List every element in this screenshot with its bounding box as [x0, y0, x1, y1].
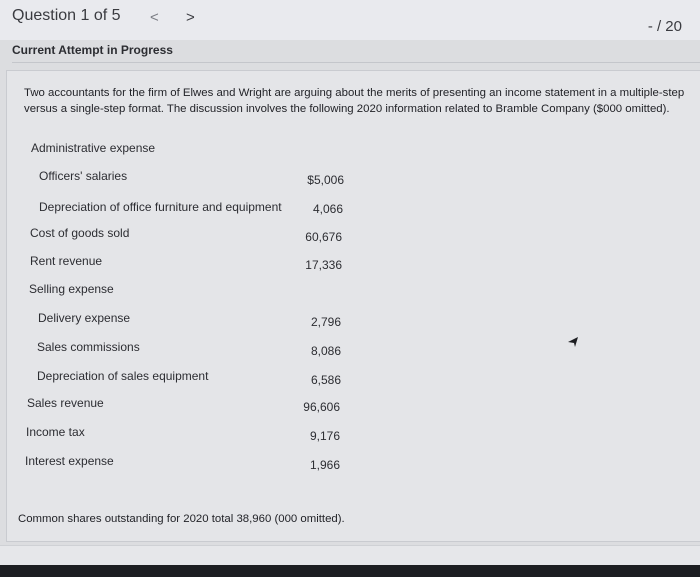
problem-intro	[24, 85, 700, 117]
item-value: 17,336	[305, 258, 342, 272]
item-value: 9,176	[309, 429, 340, 443]
question-counter: Question 1 of 5	[12, 7, 121, 24]
item-value: 4,066	[312, 202, 343, 216]
previous-question-button[interactable]: <	[150, 9, 159, 26]
item-value: 96,606	[303, 400, 340, 414]
shares-note: Common shares outstanding for 2020 total 38,960 (000 omitted).	[18, 513, 345, 525]
item-label: Sales commissions	[37, 340, 140, 354]
item-label: Delivery expense	[38, 311, 131, 325]
item-value: 2,796	[310, 315, 341, 329]
screen-bezel	[0, 565, 700, 577]
item-value: 60,676	[305, 230, 342, 244]
item-label: Sales revenue	[27, 396, 104, 410]
question-header	[0, 0, 700, 40]
item-label: Depreciation of sales equipment	[37, 369, 209, 383]
attempt-status: Current Attempt in Progress	[12, 43, 173, 57]
item-label: Depreciation of office furniture and equipment	[39, 200, 282, 214]
item-label: Cost of goods sold	[30, 226, 130, 240]
intro-line-1: Two accountants for the firm of Elwes and Wright are arguing about the merits of presenting an income statement in a multiple-step	[24, 87, 685, 99]
item-label: Rent revenue	[30, 254, 103, 268]
item-value: 1,966	[309, 458, 340, 472]
intro-line-2: versus a single-step format. The discussion involves the following 2020 information related to Bramble Company ($000 omitted).	[24, 103, 670, 115]
item-value: $5,006	[307, 173, 344, 187]
item-value: 8,086	[310, 344, 341, 358]
divider	[12, 62, 700, 63]
answer-area-edge	[0, 545, 700, 566]
item-label: Selling expense	[29, 282, 114, 296]
item-label: Officers' salaries	[39, 169, 128, 183]
item-label: Administrative expense	[31, 141, 156, 155]
item-label: Interest expense	[25, 454, 114, 468]
next-question-button[interactable]: >	[186, 9, 195, 26]
item-label: Income tax	[26, 425, 85, 439]
item-value: 6,586	[310, 373, 341, 387]
mouse-cursor-icon	[567, 336, 579, 348]
score-display: - / 20	[647, 18, 682, 35]
